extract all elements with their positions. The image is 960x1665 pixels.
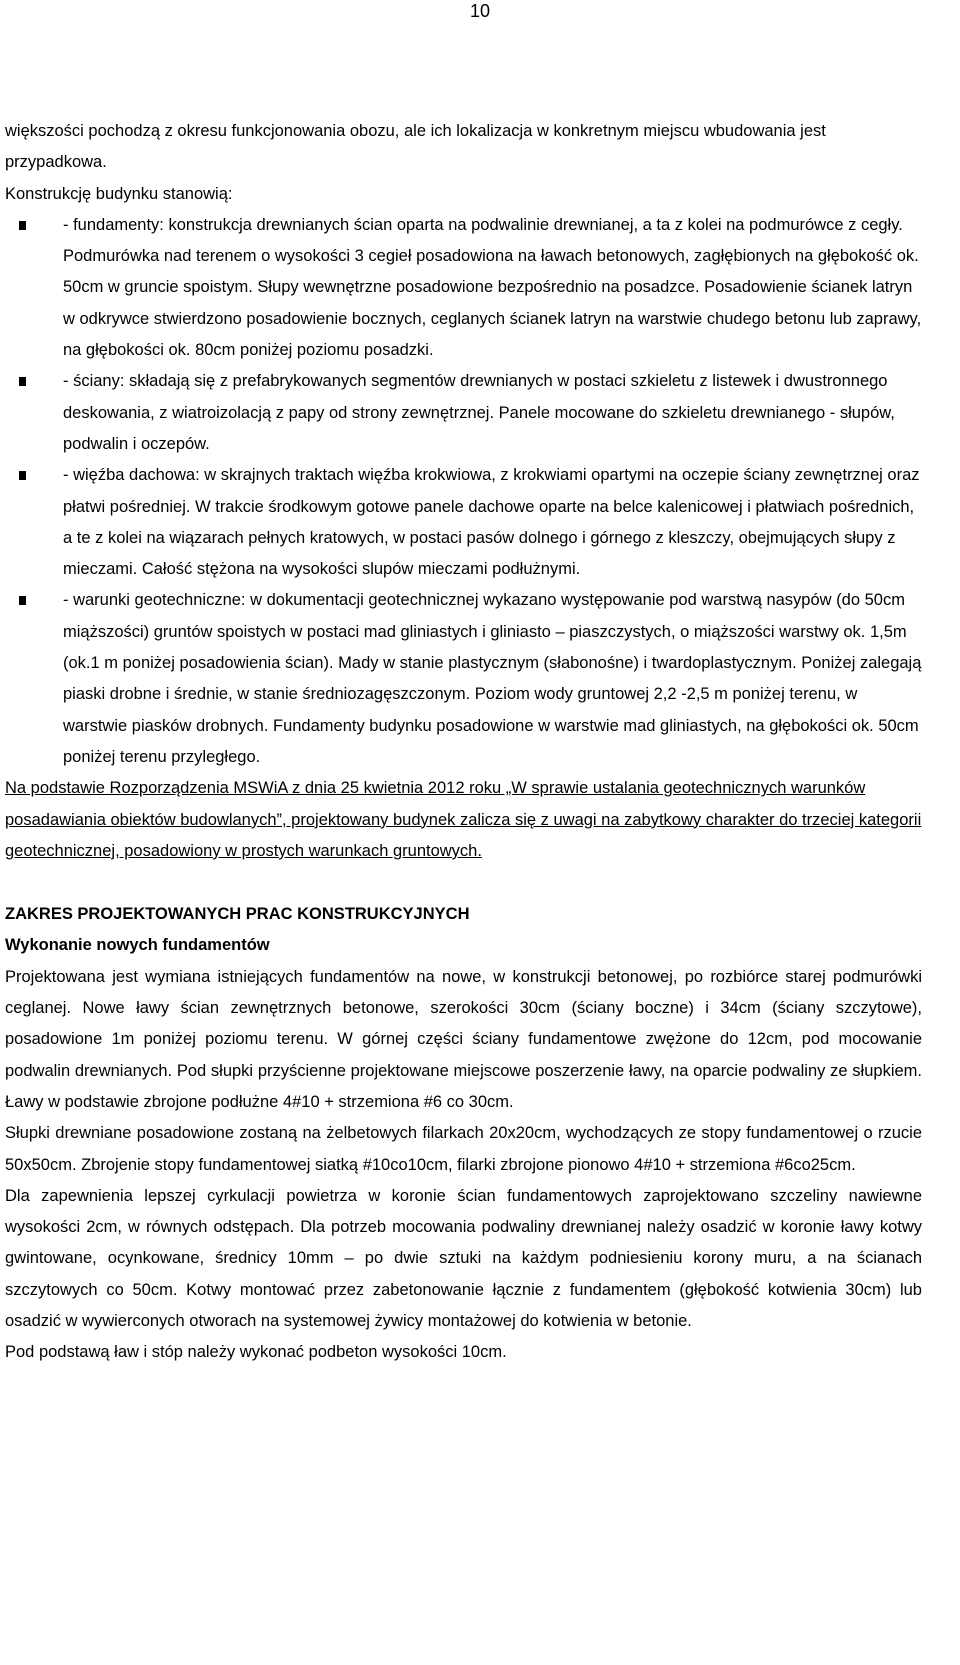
page-number: 10: [469, 1, 491, 21]
list-item-text: - fundamenty: konstrukcja drewnianych ścian oparta na podwalinie drewnianej, a ta z kolei na podmurówce z cegły. Podmurówka nad terenem o wysokości 3 cegieł posadowiona na ławach betonowych, zagłębionych na głębokość ok. 50cm w gruncie spoistym. Słupy wewnętrzne posadowione bezpośrednio na posadzce. Posadowienie ścianek latryn w odkrywce stwierdzono posadowienie bocznych, ceglanych ścianek latryn na warstwie chudego betonu lub zaprawy, na głębokości ok. 80cm poniżej poziomu posadzki.: [63, 215, 922, 360]
ventilation-paragraph: Dla zapewnienia lepszej cyrkulacji powietrza w koronie ścian fundamentowych zaprojektowano szczeliny nawiewne wysokości 2cm, w równych odstępach. Dla potrzeb mocowania podwaliny drewnianej należy osadzić w koronie ławy kotwy gwintowane, ocynkowane, średnicy 10mm – po dwie sztuki na każdym podniesieniu korony muru, a na ścianach szczytowych co 50cm. Kotwy montować przez zabetonowanie łącznie z fundamentem (głębokość kotwienia 30cm) lub osadzić w wywierconych otworach na systemowej żywicy montażowej do kotwienia w betonie.: [5, 1186, 922, 1330]
list-item-text: - warunki geotechniczne: w dokumentacji geotechnicznej wykazano występowanie pod warstwą nasypów (do 50cm miąższości) gruntów spoistych w postaci mad gliniastych i gliniasto – piaszczystych, o miąższości warstwy ok. 1,5m (ok.1 m poniżej posadowienia ścian). Mady w stanie plastycznym (słabonośne) i twardoplastycznym. Poniżej zalegają piaski drobne i średnie, w stanie średniozagęszczonym. Poziom wody gruntowej 2,2 -2,5 m poniżej terenu, w warstwie piasków drobnych. Fundamenty budynku posadowione w warstwie mad gliniastych, na głębokości ok. 50cm poniżej terenu przyległego.: [63, 591, 922, 766]
list-item-roof-truss: [5, 460, 922, 585]
square-bullet-icon: [19, 596, 26, 605]
construction-intro: Konstrukcję budynku stanowią:: [5, 184, 233, 203]
list-item-walls: [5, 366, 922, 460]
section-spacer: [5, 867, 922, 899]
foundation-paragraph: Projektowana jest wymiana istniejących fundamentów na nowe, w konstrukcji betonowej, po rozbiórce starej podmurówki ceglanej. Nowe ławy ścian zewnętrznych betonowe, szerokości 30cm (ściany boczne) i 34cm (ściany szczytowe), posadowione 1m poniżej poziomu terenu. W górnej części ściany fundamentowe zwężone do 12cm, pod mocowanie podwalin drewnianych. Pod słupki przyścienne projektowane miejscowe poszerzenie ławy, na oparcie podwaliny ze słupkiem. Ławy w podstawie zbrojone podłużne 4#10 + strzemiona #6 co 30cm.: [5, 967, 922, 1111]
list-item-text: - więźba dachowa: w skrajnych traktach więźba krokwiowa, z krokwiami opartymi na oczepie ściany zewnętrznej oraz płatwi pośredniej. W trakcie środkowym gotowe panele dachowe oparte na belce kalenicowej i płatwiach pośrednich, a te z kolei na wiązarach pełnych kratowych, w postaci pasów dolnego i górnego z kleszczy, obejmujących słupy z mieczami. Całość stężona na wysokości slupów mieczami podłużnymi.: [63, 466, 920, 579]
posts-paragraph: Słupki drewniane posadowione zostaną na żelbetowych filarkach 20x20cm, wychodzących ze stopy fundamentowej o rzucie 50x50cm. Zbrojenie stopy fundamentowej siatką #10co10cm, filarki zbrojone pionowo 4#10 + strzemiona #6co25cm.: [5, 1124, 922, 1174]
list-item-foundations: [5, 210, 922, 366]
intro-text: większości pochodzą z okresu funkcjonowania obozu, ale ich lokalizacja w konkretnym miejscu wbudowania jest przypadkowa.: [5, 122, 826, 172]
document-body: [5, 116, 922, 1369]
subsection-heading: Wykonanie nowych fundamentów: [5, 936, 270, 955]
square-bullet-icon: [19, 377, 26, 386]
construction-list: [5, 210, 922, 773]
regulation-note: Na podstawie Rozporządzenia MSWiA z dnia 25 kwietnia 2012 roku „W sprawie ustalania geotechnicznych warunków posadawiania obiektów budowlanych”, projektowany budynek zalicza się z uwagi na zabytkowy charakter do trzeciej kategorii geotechnicznej, posadowiony w prostych warunkach gruntowych.: [5, 779, 922, 860]
list-item-text: - ściany: składają się z prefabrykowanych segmentów drewnianych w postaci szkieletu z listewek i dwustronnego deskowania, z wiatroizolacją z papy od strony zewnętrznej. Panele mocowane do szkieletu drewnianego - słupów, podwalin i oczepów.: [63, 372, 895, 453]
list-item-geotechnical: [5, 585, 922, 773]
section-heading: ZAKRES PROJEKTOWANYCH PRAC KONSTRUKCYJNYCH: [5, 905, 470, 924]
subconcrete-paragraph: Pod podstawą ław i stóp należy wykonać podbeton wysokości 10cm.: [5, 1343, 507, 1362]
square-bullet-icon: [19, 221, 26, 230]
square-bullet-icon: [19, 471, 26, 480]
